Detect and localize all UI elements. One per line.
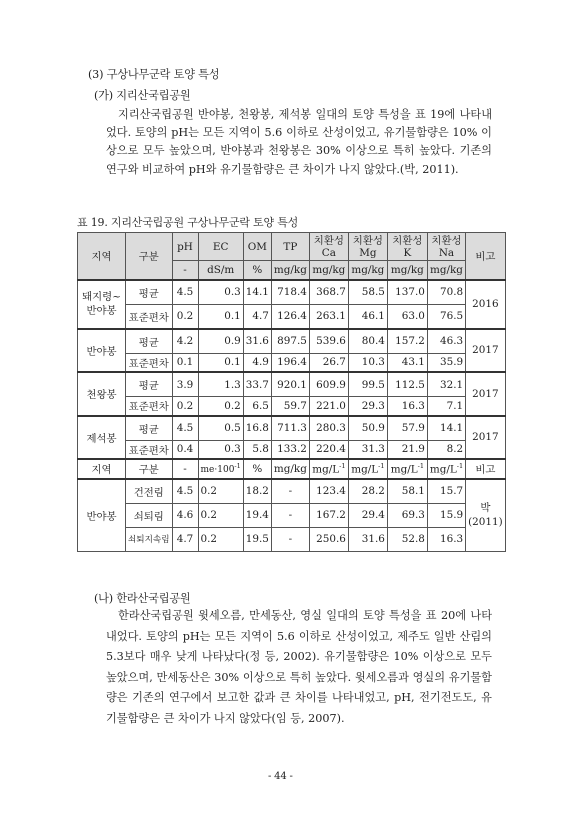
header-cell: OM	[243, 233, 271, 261]
table-caption: 표 19. 지리산국립공원 구상나무군락 토양 특성	[77, 216, 299, 229]
ca-cell: 368.7	[309, 280, 348, 305]
ph-cell: 3.9	[172, 372, 198, 397]
class-cell: 평균	[126, 416, 173, 441]
unit-cell: dS/m	[198, 261, 243, 280]
header-cell: 비고	[466, 233, 506, 280]
header-cell	[387, 233, 427, 261]
note-cell: 2017	[466, 329, 506, 373]
unit-cell: mg/kg	[271, 261, 309, 280]
subsection-heading: (나) 한라산국립공원	[94, 592, 191, 605]
tp-cell: 196.4	[271, 353, 309, 372]
header-unit: mg/L	[312, 463, 340, 476]
header-unit-sup: -1	[378, 462, 385, 471]
tp-cell: 126.4	[271, 304, 309, 329]
ca-cell: 26.7	[309, 353, 348, 372]
ca-cell: 221.0	[309, 397, 348, 416]
na-cell: 7.1	[427, 397, 465, 416]
ca-cell: 167.2	[309, 503, 348, 527]
ca-cell: 609.9	[309, 372, 348, 397]
unit-cell: mg/kg	[387, 261, 427, 280]
header-cell: 구분	[126, 233, 173, 280]
class-cell: 표준편차	[126, 304, 173, 329]
table-row	[78, 329, 506, 354]
ph-cell: 4.5	[172, 280, 198, 305]
ca-cell: 220.4	[309, 440, 348, 459]
class-cell: 표준편차	[126, 397, 173, 416]
na-cell: 8.2	[427, 440, 465, 459]
page-number: - 44 -	[268, 771, 293, 782]
header-cell	[309, 233, 348, 261]
k-cell: 43.1	[387, 353, 427, 372]
header-cell	[348, 233, 387, 261]
header-unit: mg/L	[351, 463, 379, 476]
header-unit-sup: -1	[234, 462, 241, 471]
header-line: Ca	[321, 246, 336, 259]
header-cell: 비고	[466, 459, 506, 479]
tp-cell: -	[271, 527, 309, 551]
table-row	[78, 397, 506, 416]
table-row	[78, 440, 506, 459]
region-cell: 반야봉	[78, 329, 126, 373]
section-heading: (3) 구상나무군락 토양 특성	[88, 68, 220, 81]
ca-cell: 263.1	[309, 304, 348, 329]
header-line: 치환성	[313, 234, 344, 247]
table-row	[78, 372, 506, 397]
tp-cell: 718.4	[271, 280, 309, 305]
om-cell: 33.7	[243, 372, 271, 397]
table-row	[78, 353, 506, 372]
om-cell: 4.7	[243, 304, 271, 329]
table-row	[78, 304, 506, 329]
soil-table	[77, 232, 506, 552]
note-cell	[466, 479, 506, 552]
k-cell: 16.3	[387, 397, 427, 416]
na-cell: 35.9	[427, 353, 465, 372]
tp-cell: 59.7	[271, 397, 309, 416]
header-unit: me·100	[200, 465, 235, 476]
tp-cell: 897.5	[271, 329, 309, 354]
ph-cell: 4.2	[172, 329, 198, 354]
header-line: 치환성	[392, 234, 423, 247]
note-cell: 2017	[466, 372, 506, 416]
ph-cell: 0.1	[172, 353, 198, 372]
ph-cell: 4.5	[172, 416, 198, 441]
k-cell: 112.5	[387, 372, 427, 397]
header-cell	[427, 233, 465, 261]
k-cell: 63.0	[387, 304, 427, 329]
header-cell: 구분	[126, 459, 173, 479]
mg-cell: 10.3	[348, 353, 387, 372]
header-line: 치환성	[431, 234, 462, 247]
k-cell: 157.2	[387, 329, 427, 354]
class-cell: 표준편차	[126, 353, 173, 372]
class-cell: 평균	[126, 280, 173, 305]
ca-cell: 250.6	[309, 527, 348, 551]
header-line: Mg	[359, 246, 377, 259]
na-cell: 14.1	[427, 416, 465, 441]
na-cell: 70.8	[427, 280, 465, 305]
tp-cell: -	[271, 503, 309, 527]
region-cell: 제석봉	[78, 416, 126, 460]
om-cell: 16.8	[243, 416, 271, 441]
ph-cell: 0.4	[172, 440, 198, 459]
k-cell: 52.8	[387, 527, 427, 551]
body-paragraph: 지리산국립공원 반야봉, 천왕봉, 제석봉 일대의 토양 특성을 표 19에 나타내었다. 토양의 pH는 모든 지역이 5.6 이하로 산성이었고, 유기물함량은 10% 이상으로 모두 높았으며, 반야봉과 천왕봉은 30% 이상으로 특히 높았다. 기존의 연구와 비교하여 pH와 유기물함량은 큰 차이가 나지 않았다.(박, 2011).	[106, 108, 492, 176]
unit-cell: mg/kg	[309, 261, 348, 280]
ca-cell: 123.4	[309, 479, 348, 504]
mg-cell: 31.6	[348, 527, 387, 551]
note-cell: 2016	[466, 280, 506, 329]
om-cell: 5.8	[243, 440, 271, 459]
class-cell: 평균	[126, 329, 173, 354]
header-line: Na	[438, 246, 455, 259]
header-unit-sup: -1	[417, 462, 424, 471]
ec-cell: 0.2	[198, 479, 243, 504]
na-cell: 32.1	[427, 372, 465, 397]
class-cell: 건전림	[126, 479, 173, 504]
header-line: K	[403, 246, 412, 259]
ca-cell: 280.3	[309, 416, 348, 441]
class-cell: 평균	[126, 372, 173, 397]
header-cell	[387, 459, 427, 479]
subsection-heading: (가) 지리산국립공원	[94, 89, 191, 102]
region-cell: 반야봉	[78, 479, 126, 552]
om-cell: 4.9	[243, 353, 271, 372]
table-row	[78, 503, 506, 527]
ec-cell: 0.1	[198, 353, 243, 372]
class-cell: 표준편차	[126, 440, 173, 459]
table-row	[78, 416, 506, 441]
header-cell	[348, 459, 387, 479]
ec-cell: 0.9	[198, 329, 243, 354]
om-cell: 31.6	[243, 329, 271, 354]
ph-cell: 0.2	[172, 397, 198, 416]
region-cell: 천왕봉	[78, 372, 126, 416]
class-cell: 쇠퇴림	[126, 503, 173, 527]
header-cell: 지역	[78, 459, 126, 479]
na-cell: 46.3	[427, 329, 465, 354]
unit-cell: -	[172, 261, 198, 280]
ec-cell: 0.2	[198, 397, 243, 416]
tp-cell: 133.2	[271, 440, 309, 459]
k-cell: 69.3	[387, 503, 427, 527]
om-cell: 14.1	[243, 280, 271, 305]
mg-cell: 31.3	[348, 440, 387, 459]
k-cell: 137.0	[387, 280, 427, 305]
mg-cell: 50.9	[348, 416, 387, 441]
k-cell: 58.1	[387, 479, 427, 504]
unit-cell: %	[243, 261, 271, 280]
header-cell: mg/kg	[271, 459, 309, 479]
ca-cell: 539.6	[309, 329, 348, 354]
tp-cell: -	[271, 479, 309, 504]
note-line: 박	[480, 502, 491, 514]
ec-cell: 0.3	[198, 280, 243, 305]
header-cell: TP	[271, 233, 309, 261]
mg-cell: 29.3	[348, 397, 387, 416]
header-cell: -	[172, 459, 198, 479]
mg-cell: 99.5	[348, 372, 387, 397]
ec-cell: 0.2	[198, 503, 243, 527]
na-cell: 15.9	[427, 503, 465, 527]
header-unit-sup: -1	[339, 462, 346, 471]
mg-cell: 28.2	[348, 479, 387, 504]
table-header-row-2	[78, 459, 506, 479]
ph-cell: 0.2	[172, 304, 198, 329]
header-cell: EC	[198, 233, 243, 261]
mg-cell: 29.4	[348, 503, 387, 527]
note-line: (2011)	[468, 516, 503, 528]
ph-cell: 4.5	[172, 479, 198, 504]
na-cell: 16.3	[427, 527, 465, 551]
table-row	[78, 527, 506, 551]
header-unit-sup: -1	[456, 462, 464, 471]
header-cell	[198, 459, 243, 479]
k-cell: 21.9	[387, 440, 427, 459]
tp-cell: 920.1	[271, 372, 309, 397]
unit-cell: mg/kg	[348, 261, 387, 280]
om-cell: 19.4	[243, 503, 271, 527]
mg-cell: 80.4	[348, 329, 387, 354]
om-cell: 18.2	[243, 479, 271, 504]
ec-cell: 0.2	[198, 527, 243, 551]
unit-cell: mg/kg	[427, 261, 465, 280]
header-cell	[427, 459, 465, 479]
header-cell	[309, 459, 348, 479]
note-cell: 2017	[466, 416, 506, 460]
ec-cell: 0.3	[198, 440, 243, 459]
ph-cell: 4.7	[172, 527, 198, 551]
table-row	[78, 280, 506, 305]
om-cell: 19.5	[243, 527, 271, 551]
header-unit: mg/L	[429, 463, 457, 476]
header-cell: pH	[172, 233, 198, 261]
tp-cell: 711.3	[271, 416, 309, 441]
om-cell: 6.5	[243, 397, 271, 416]
k-cell: 57.9	[387, 416, 427, 441]
na-cell: 76.5	[427, 304, 465, 329]
header-line: 치환성	[352, 234, 383, 247]
ph-cell: 4.6	[172, 503, 198, 527]
ec-cell: 0.1	[198, 304, 243, 329]
header-cell: %	[243, 459, 271, 479]
region-cell: 돼지령~반야봉	[78, 280, 126, 329]
header-cell: 지역	[78, 233, 126, 280]
body-paragraph: 한라산국립공원 윗세오름, 만세동산, 영실 일대의 토양 특성을 표 20에 나타내었다. 토양의 pH는 모든 지역이 5.6 이하로 산성이었고, 제주도 일반 산림의 5.3보다 매우 낮게 나타났다(정 등, 2002). 유기물함량은 10% 이상으로 모두 높았으며, 만세동산은 30% 이상으로 특히 높았다. 윗세오름과 영실의 유기물함량은 기존의 연구에서 보고한 값과 큰 차이를 나타내었고, pH, 전기전도도, 유기물함량은 큰 차이가 나지 않았다(임 등, 2007).	[106, 609, 492, 725]
mg-cell: 46.1	[348, 304, 387, 329]
na-cell: 15.7	[427, 479, 465, 504]
ec-cell: 1.3	[198, 372, 243, 397]
ec-cell: 0.5	[198, 416, 243, 441]
class-cell: 쇠퇴지속림	[126, 527, 173, 551]
table-header-row	[78, 233, 506, 261]
mg-cell: 58.5	[348, 280, 387, 305]
table-row	[78, 479, 506, 504]
header-unit: mg/L	[390, 463, 418, 476]
